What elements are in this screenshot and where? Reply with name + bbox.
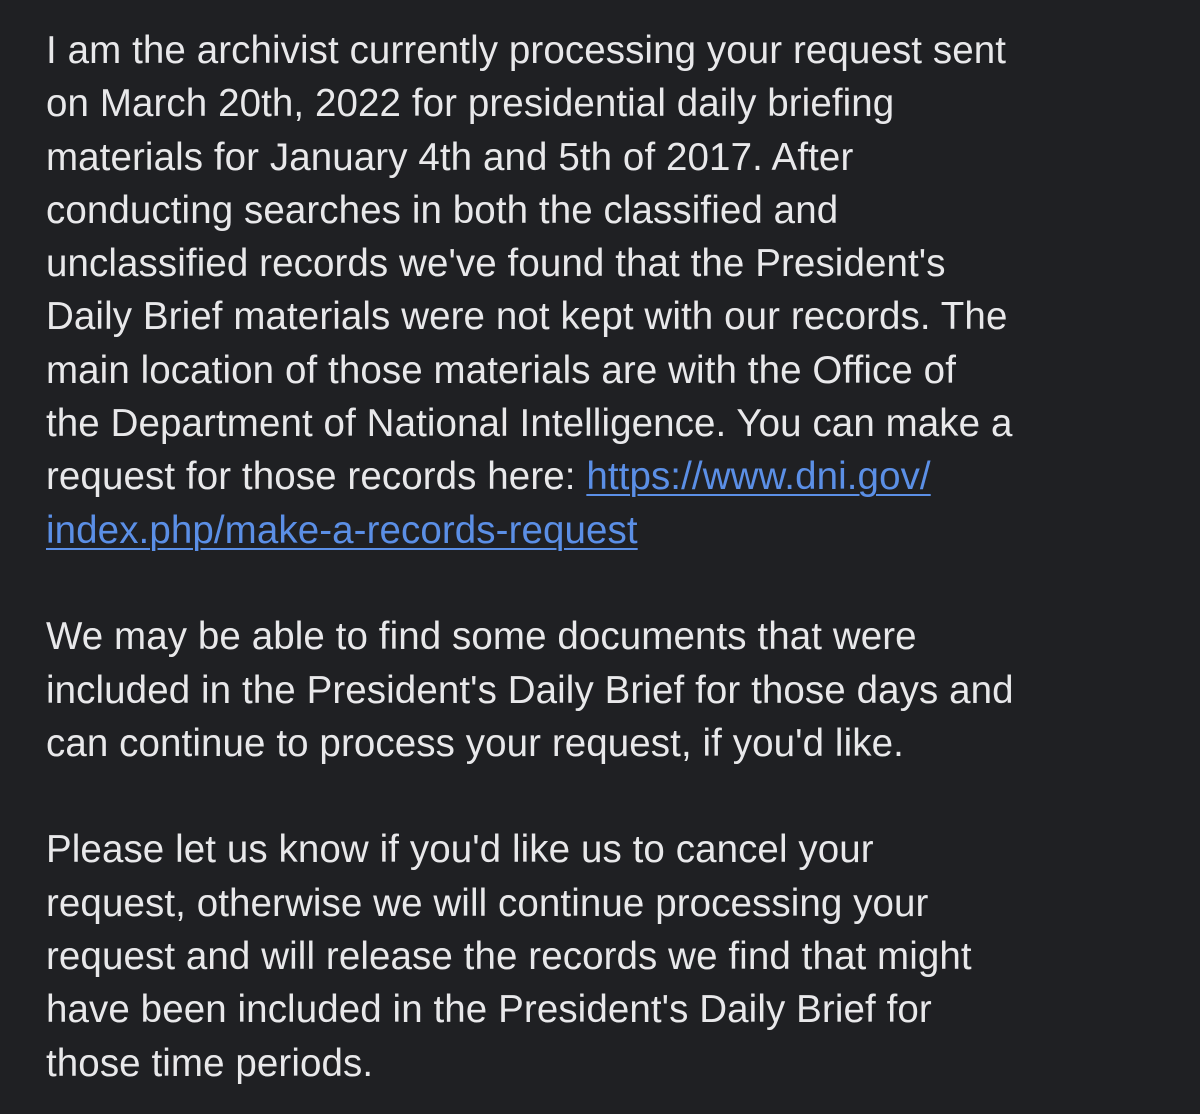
- text-line: We may be able to find some documents that were: [46, 615, 917, 659]
- paragraph-documents-offer: [46, 610, 1181, 770]
- dni-records-request-link-continued[interactable]: index.php/make-a-records-request: [46, 508, 638, 552]
- text-line: those time periods.: [46, 1041, 374, 1085]
- text-line: can continue to process your request, if you'd like.: [46, 721, 904, 765]
- paragraph-spacer: [46, 770, 1181, 823]
- text-line: unclassified records we've found that the President's: [46, 242, 946, 286]
- text-line: included in the President's Daily Brief for those days and: [46, 668, 1014, 712]
- text-line: request, otherwise we will continue processing your: [46, 881, 929, 925]
- link-intro-text: request for those records here:: [46, 455, 587, 499]
- text-line: request and will release the records we find that might: [46, 935, 972, 979]
- paragraph-archivist-response: [46, 24, 1181, 557]
- text-line: Daily Brief materials were not kept with our records. The: [46, 295, 1008, 339]
- text-line-link-continuation: [46, 504, 1181, 557]
- paragraph-spacer: [46, 557, 1181, 610]
- text-line: main location of those materials are with the Office of: [46, 348, 956, 392]
- text-line: have been included in the President's Daily Brief for: [46, 988, 932, 1032]
- text-line: conducting searches in both the classified and: [46, 188, 839, 232]
- text-line: Please let us know if you'd like us to cancel your: [46, 828, 874, 872]
- email-body: [46, 24, 1181, 1090]
- text-line: I am the archivist currently processing your request sent: [46, 29, 1007, 72]
- text-line: on March 20th, 2022 for presidential daily briefing: [46, 82, 895, 126]
- text-line: the Department of National Intelligence. You can make a: [46, 402, 1013, 446]
- text-line-with-link: [46, 450, 1181, 503]
- paragraph-cancel-instructions: [46, 823, 1181, 1089]
- text-line: materials for January 4th and 5th of 2017. After: [46, 135, 854, 179]
- dni-records-request-link[interactable]: https://www.dni.gov/: [586, 455, 931, 499]
